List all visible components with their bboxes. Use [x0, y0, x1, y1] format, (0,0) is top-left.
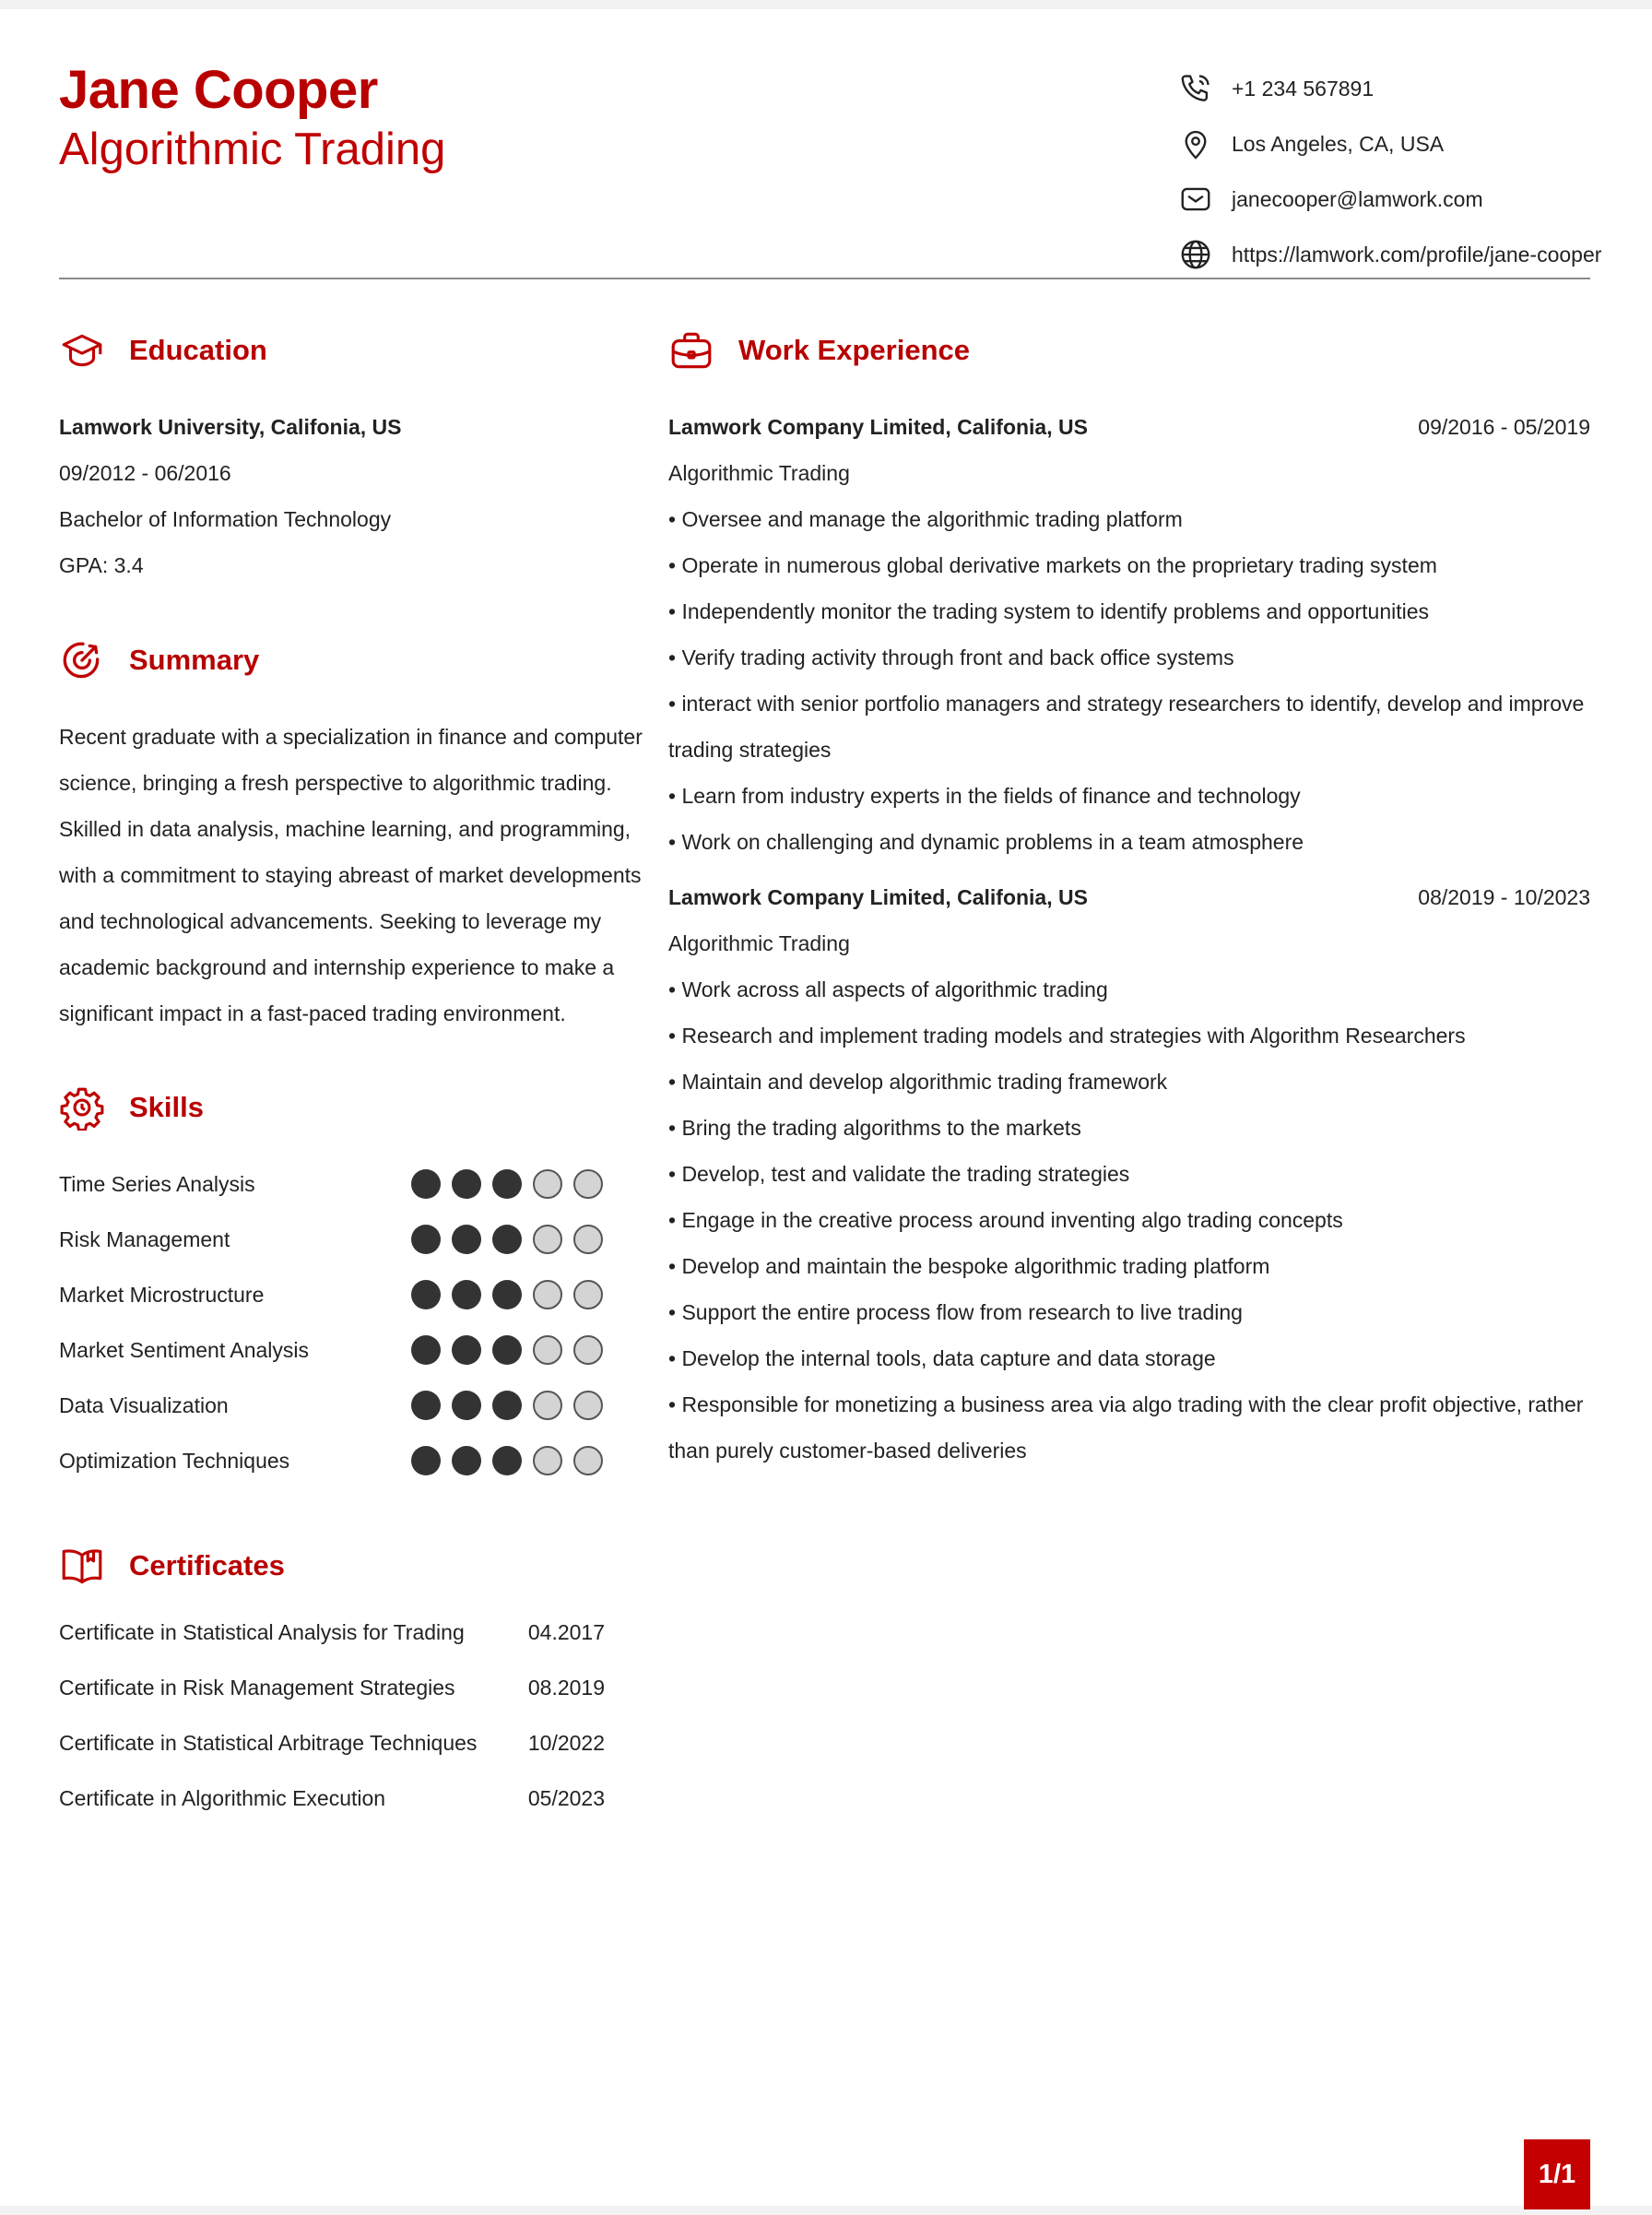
job-position: Algorithmic Trading [668, 461, 850, 485]
rating-dot-empty [533, 1280, 562, 1309]
job-company: Lamwork Company Limited, Califonia, US [668, 884, 1088, 909]
summary-line: and technological advancements. Seeking to leverage my [59, 909, 602, 933]
job-dates: 09/2016 - 05/2019 [1418, 414, 1590, 439]
certificate-row [59, 1724, 605, 1761]
location-pin-icon [1178, 126, 1213, 161]
rating-dot-filled [492, 1391, 522, 1420]
rating-dot-empty [533, 1169, 562, 1199]
skill-name: Optimization Techniques [59, 1448, 290, 1473]
rating-dot-filled [411, 1335, 441, 1365]
job-details [668, 920, 1590, 1474]
job-bullet: • Oversee and manage the algorithmic trading platform [668, 507, 1183, 531]
certificate-name: Certificate in Risk Management Strategies [59, 1675, 455, 1700]
rating-dot-empty [573, 1225, 603, 1254]
job-bullet: • Work on challenging and dynamic problems in a team atmosphere [668, 830, 1304, 854]
summary-line: Skilled in data analysis, machine learning, and programming, [59, 817, 631, 841]
website-link[interactable]: https://lamwork.com/profile/jane-cooper [1232, 242, 1602, 267]
skill-row [59, 1166, 603, 1202]
email-text[interactable]: janecooper@lamwork.com [1232, 186, 1483, 211]
job-details [668, 450, 1590, 865]
rating-dot-filled [411, 1446, 441, 1475]
job-position: Algorithmic Trading [668, 931, 850, 955]
target-icon [59, 637, 105, 683]
book-icon [59, 1543, 105, 1589]
job-bullet: • Engage in the creative process around inventing algo trading concepts [668, 1208, 1343, 1232]
job-bullet: • Responsible for monetizing a business area via algo trading with the clear profit objective, rather than purely customer-based deliveries [668, 1392, 1584, 1463]
skills-title: Skills [129, 1091, 204, 1123]
rating-dot-filled [492, 1335, 522, 1365]
skill-rating [411, 1335, 603, 1365]
skill-rating [411, 1225, 603, 1254]
briefcase-icon [668, 327, 714, 373]
rating-dot-filled [452, 1280, 481, 1309]
certificate-row [59, 1780, 605, 1817]
rating-dot-filled [411, 1280, 441, 1309]
skill-row [59, 1387, 603, 1424]
education-school: Lamwork University, Califonia, US [59, 415, 402, 439]
certificate-row [59, 1669, 605, 1706]
skill-name: Time Series Analysis [59, 1171, 255, 1196]
contact-block [1178, 61, 1601, 282]
location-text: Los Angeles, CA, USA [1232, 131, 1445, 156]
rating-dot-filled [492, 1169, 522, 1199]
summary-line: Recent graduate with a specialization in finance and computer [59, 725, 643, 749]
rating-dot-filled [452, 1169, 481, 1199]
candidate-role: Algorithmic Trading [59, 124, 446, 174]
certificate-date: 10/2022 [527, 1730, 605, 1755]
contact-phone [1178, 61, 1601, 116]
skill-name: Data Visualization [59, 1392, 229, 1417]
rating-dot-filled [452, 1225, 481, 1254]
phone-text: +1 234 567891 [1232, 76, 1375, 101]
contact-website [1178, 227, 1601, 282]
certificate-name: Certificate in Algorithmic Execution [59, 1785, 386, 1810]
contact-email [1178, 172, 1601, 227]
job-company: Lamwork Company Limited, Califonia, US [668, 414, 1088, 439]
rating-dot-filled [492, 1280, 522, 1309]
certificate-name: Certificate in Statistical Analysis for Trading [59, 1619, 465, 1644]
certificate-date: 05/2023 [527, 1785, 605, 1810]
rating-dot-empty [533, 1391, 562, 1420]
summary-line: academic background and internship experience to make a [59, 955, 615, 979]
rating-dot-empty [533, 1225, 562, 1254]
rating-dot-filled [492, 1446, 522, 1475]
rating-dot-filled [452, 1335, 481, 1365]
job-bullet: • Independently monitor the trading system to identify problems and opportunities [668, 599, 1430, 623]
skill-rating [411, 1169, 603, 1199]
skill-row [59, 1332, 603, 1368]
job-header [668, 404, 1590, 450]
mail-icon [1178, 182, 1213, 217]
skill-row [59, 1442, 603, 1479]
globe-icon [1178, 237, 1213, 272]
rating-dot-filled [452, 1391, 481, 1420]
skill-row [59, 1276, 603, 1313]
resume-page [0, 9, 1652, 2206]
rating-dot-filled [411, 1225, 441, 1254]
education-heading [59, 327, 267, 373]
job-bullet: • Verify trading activity through front and back office systems [668, 646, 1234, 669]
skill-name: Market Microstructure [59, 1282, 265, 1307]
rating-dot-empty [573, 1169, 603, 1199]
education-title: Education [129, 334, 267, 366]
phone-icon [1178, 71, 1213, 106]
header-divider [59, 278, 1590, 279]
rating-dot-filled [411, 1169, 441, 1199]
job-bullet: • Learn from industry experts in the fields of finance and technology [668, 784, 1301, 808]
education-gpa: GPA: 3.4 [59, 553, 144, 577]
skill-rating [411, 1391, 603, 1420]
summary-text [59, 714, 643, 1036]
rating-dot-empty [573, 1280, 603, 1309]
job-bullet: • Research and implement trading models and strategies with Algorithm Researchers [668, 1024, 1466, 1048]
skill-row [59, 1221, 603, 1258]
summary-title: Summary [129, 644, 260, 676]
education-dates: 09/2012 - 06/2016 [59, 461, 231, 485]
job-bullet: • Develop, test and validate the trading strategies [668, 1162, 1130, 1186]
skill-rating [411, 1280, 603, 1309]
rating-dot-filled [452, 1446, 481, 1475]
rating-dot-filled [492, 1225, 522, 1254]
education-degree: Bachelor of Information Technology [59, 507, 392, 531]
certificate-date: 04.2017 [527, 1619, 605, 1644]
certificate-date: 08.2019 [527, 1675, 605, 1700]
gear-icon [59, 1084, 105, 1131]
job-bullet: • Operate in numerous global derivative markets on the proprietary trading system [668, 553, 1437, 577]
summary-line: significant impact in a fast-paced trading environment. [59, 1001, 566, 1025]
work-heading [668, 327, 970, 373]
job-bullet: • interact with senior portfolio managers and strategy researchers to identify, develop and improve trading strategies [668, 692, 1585, 762]
summary-line: with a commitment to staying abreast of market developments [59, 863, 642, 887]
job-bullet: • Bring the trading algorithms to the markets [668, 1116, 1081, 1140]
rating-dot-filled [411, 1391, 441, 1420]
contact-location [1178, 116, 1601, 172]
rating-dot-empty [573, 1446, 603, 1475]
rating-dot-empty [573, 1335, 603, 1365]
certificate-row [59, 1614, 605, 1651]
job-header [668, 874, 1590, 920]
job-bullet: • Develop the internal tools, data capture and data storage [668, 1346, 1216, 1370]
rating-dot-empty [533, 1446, 562, 1475]
rating-dot-empty [533, 1335, 562, 1365]
skill-name: Risk Management [59, 1226, 230, 1251]
skill-name: Market Sentiment Analysis [59, 1337, 310, 1362]
summary-heading [59, 637, 259, 683]
skill-rating [411, 1446, 603, 1475]
candidate-name: Jane Cooper [59, 60, 378, 120]
job-bullet: • Support the entire process flow from research to live trading [668, 1300, 1243, 1324]
certificates-heading [59, 1543, 285, 1589]
summary-line: science, bringing a fresh perspective to algorithmic trading. [59, 771, 612, 795]
skills-heading [59, 1084, 204, 1131]
certificate-name: Certificate in Statistical Arbitrage Techniques [59, 1730, 478, 1755]
certificates-title: Certificates [129, 1549, 285, 1581]
job-bullet: • Work across all aspects of algorithmic trading [668, 977, 1108, 1001]
job-dates: 08/2019 - 10/2023 [1418, 884, 1590, 909]
rating-dot-empty [573, 1391, 603, 1420]
graduation-cap-icon [59, 327, 105, 373]
work-title: Work Experience [738, 334, 970, 366]
job-bullet: • Develop and maintain the bespoke algorithmic trading platform [668, 1254, 1270, 1278]
job-bullet: • Maintain and develop algorithmic trading framework [668, 1070, 1168, 1094]
page-number-badge: 1/1 [1524, 2139, 1590, 2209]
